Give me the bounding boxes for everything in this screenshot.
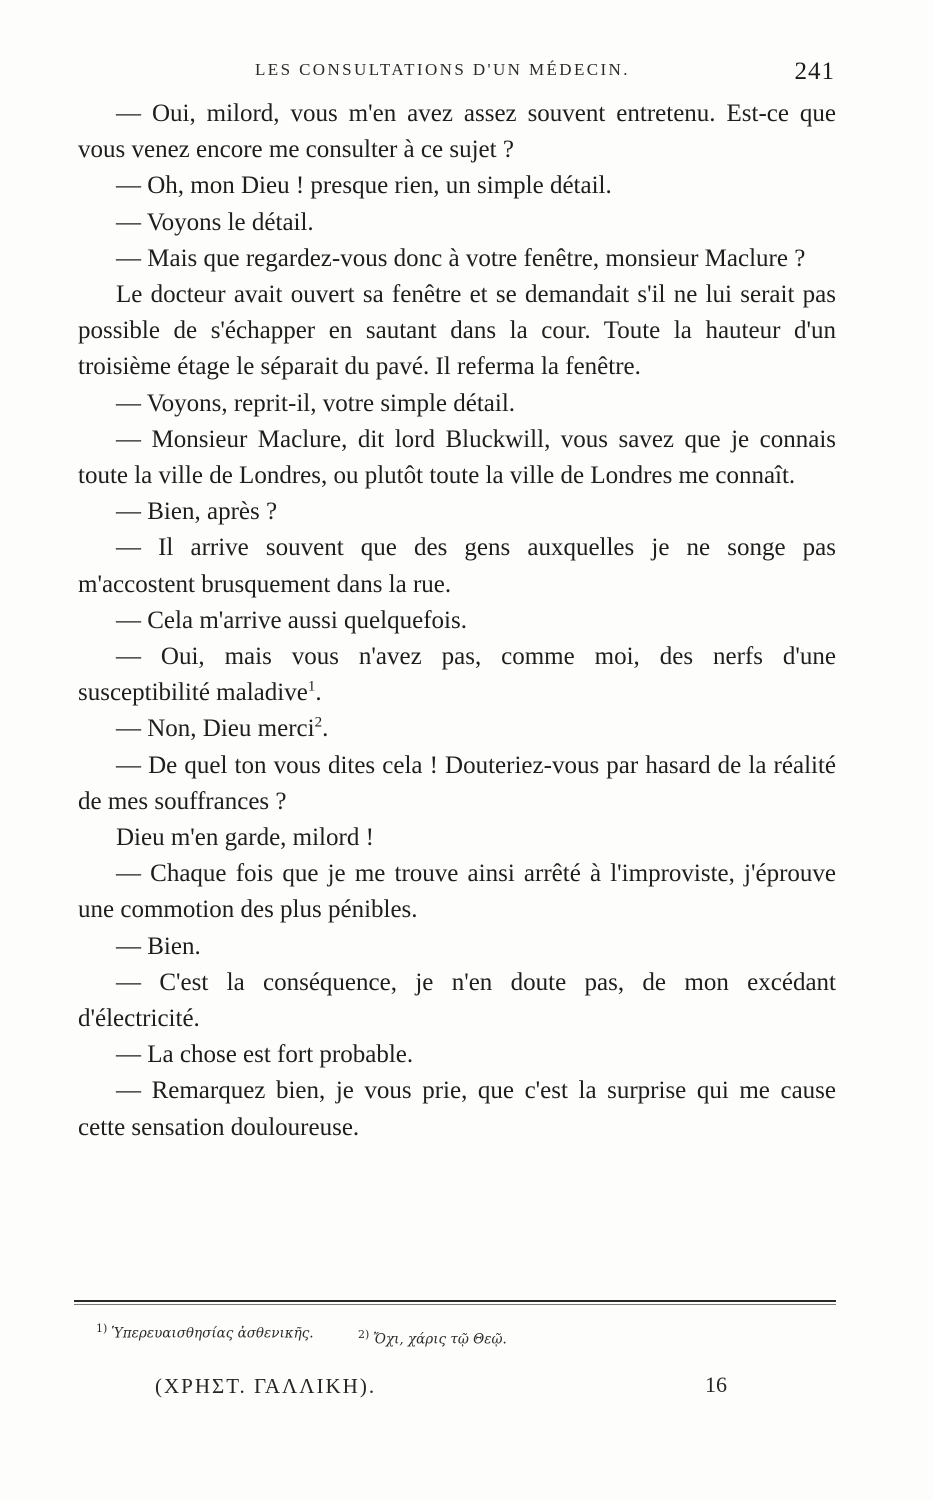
footnote-ref-2: 2 (314, 715, 323, 732)
footnote-rule (74, 1300, 836, 1302)
running-head (255, 58, 835, 88)
paragraph-end: . (315, 679, 322, 707)
paragraph-text: — Oui, mais vous n'avez pas, comme moi, des nerfs d'une susceptibilité maladive (78, 643, 836, 707)
paragraph-with-footnote (78, 711, 836, 747)
paragraph: — Mais que regardez-vous donc à votre fenêtre, monsieur Maclure ? (116, 244, 806, 272)
paragraph-with-footnote (78, 639, 836, 711)
paragraph: — Oh, mon Dieu ! presque rien, un simple détail. (116, 172, 612, 200)
paragraph: — Bien, après ? (116, 498, 278, 526)
paragraph-text: — Non, Dieu merci (116, 715, 315, 743)
paragraph: — Monsieur Maclure, dit lord Bluckwill, vous savez que je connais toute la ville de Londres, ou plutôt toute la ville de Londres me connaît. (78, 425, 836, 490)
footnote-text-2: Ὄχι, χάρις τῷ Θεῷ. (373, 1331, 507, 1348)
paragraph: — Cela m'arrive aussi quelquefois. (116, 606, 467, 634)
paragraph: — Remarquez bien, je vous prie, que c'est la surprise qui me cause cette sensation douloureuse. (78, 1077, 836, 1141)
footnote-1 (96, 1322, 314, 1342)
footnote-mark-2: 2) (358, 1328, 370, 1341)
paragraph: — Voyons, reprit-il, votre simple détail. (116, 389, 516, 417)
paragraph: — Oui, milord, vous m'en avez assez souvent entretenu. Est-ce que vous venez encore me consulter à ce sujet ? (78, 100, 836, 164)
footnote-ref-1: 1 (307, 678, 316, 695)
footnotes (96, 1322, 816, 1362)
running-title: LES CONSULTATIONS D'UN MÉDECIN. (255, 60, 630, 79)
paragraph: — La chose est fort probable. (116, 1041, 414, 1069)
sheet-number: 16 (705, 1372, 727, 1397)
paragraph-end: . (322, 715, 329, 743)
paragraph: — Chaque fois que je me trouve ainsi arrêté à l'improviste, j'éprouve une commotion des plus pénibles. (78, 860, 836, 924)
paragraph: — Voyons le détail. (116, 208, 314, 236)
footnote-2 (358, 1328, 507, 1348)
signature-line (155, 1374, 855, 1404)
footnote-text-1: Ὑπερευαισθησίας ἀσθενικῆς. (111, 1325, 314, 1342)
printer-signature: (ΧΡΗΣΤ. ΓΑΛΛΙΚΗ). (155, 1374, 377, 1398)
paragraph: — Il arrive souvent que des gens auxquelles je ne songe pas m'accostent brusquement dans la rue. (78, 534, 836, 598)
page-number: 241 (794, 58, 835, 85)
footnote-rule-thin (74, 1304, 836, 1305)
paragraph: — C'est la conséquence, je n'en doute pas, de mon excédant d'électricité. (78, 968, 836, 1033)
paragraph: Dieu m'en garde, milord ! (116, 824, 374, 852)
footnote-mark-1: 1) (96, 1322, 108, 1335)
paragraph: — De quel ton vous dites cela ! Douteriez-vous par hasard de la réalité de mes souffrances ? (78, 751, 836, 815)
body-text (78, 96, 836, 1146)
paragraph: — Bien. (116, 932, 201, 960)
paragraph: Le docteur avait ouvert sa fenêtre et se demandait s'il ne lui serait pas possible de s'échapper en sautant dans la cour. Toute la hauteur d'un troisième étage le séparait du pavé. Il referma la fenêtre. (78, 281, 836, 381)
